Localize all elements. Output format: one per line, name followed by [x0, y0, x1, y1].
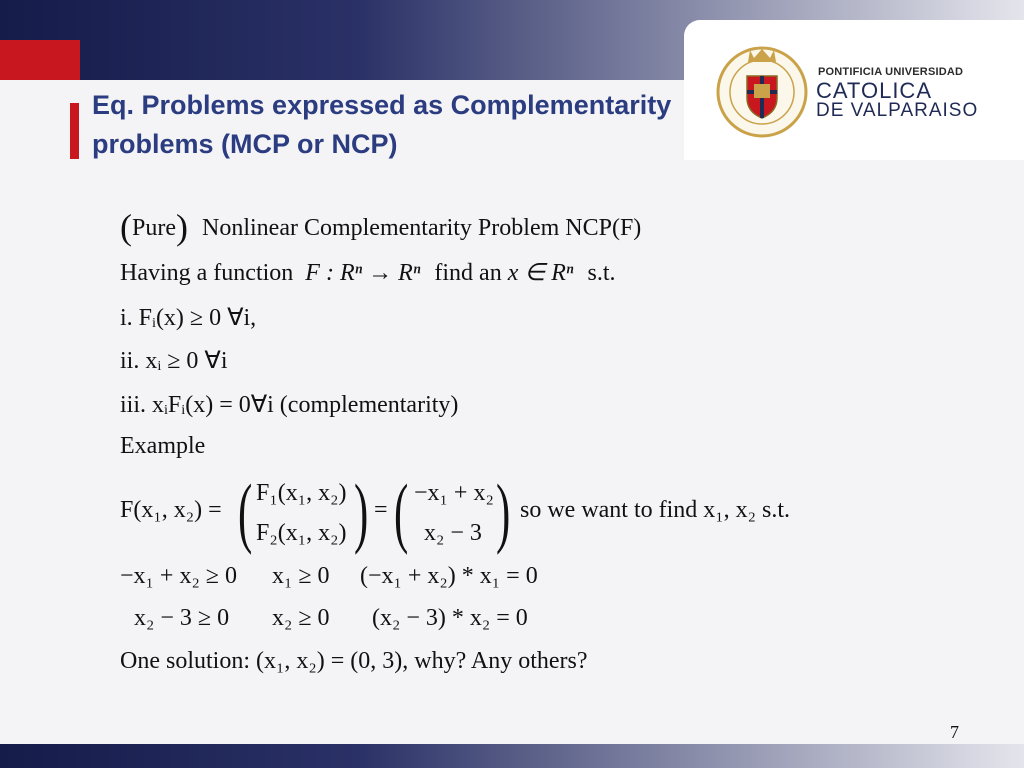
page-number: 7	[950, 722, 959, 742]
matrix-equals: =	[374, 497, 388, 523]
system1-nonneg: x₁ ≥ 0	[272, 563, 330, 589]
having-find: find an	[434, 260, 502, 286]
footer-band	[0, 744, 1024, 768]
heading-line	[120, 206, 641, 248]
example-label: Example	[120, 433, 206, 459]
heading-text: Nonlinear Complementarity Problem NCP(F)	[202, 215, 642, 241]
f-row1: F₁(x₁, x₂)	[256, 480, 347, 506]
university-name-line1: PONTIFICIA UNIVERSIDAD	[818, 66, 964, 78]
f-components-matrix	[238, 468, 369, 555]
heading-open-paren: (	[120, 207, 132, 247]
header-red-accent	[0, 40, 80, 80]
university-name-line2: CATOLICA	[816, 78, 932, 103]
function-definition-line	[120, 258, 616, 287]
having-x: x ∈ Rⁿ	[507, 260, 574, 286]
f-lhs: F(x₁, x₂) =	[120, 497, 222, 523]
slide-title: Eq. Problems expressed as Complementarity problems (MCP or NCP)	[92, 90, 672, 159]
system2-complementarity: (x₂ − 3) * x₂ = 0	[372, 605, 528, 631]
university-seal-logo	[714, 40, 810, 140]
f-row2: F₂(x₁, x₂)	[256, 520, 347, 546]
matrix1-left-paren: (	[238, 468, 253, 555]
having-text: Having a function	[120, 260, 294, 286]
university-name-line3: DE VALPARAISO	[816, 100, 979, 121]
want-text: so we want to find x₁, x₂ s.t.	[520, 497, 791, 523]
matrix2-left-paren: (	[394, 468, 409, 555]
f-values-matrix	[394, 468, 512, 555]
v-row1: −x₁ + x₂	[414, 480, 494, 506]
matrix1-right-paren: )	[354, 468, 369, 555]
system2-inequality: x₂ − 3 ≥ 0	[134, 605, 230, 631]
system1-inequality: −x₁ + x₂ ≥ 0	[120, 563, 237, 589]
condition-i: i. Fᵢ(x) ≥ 0 ∀i,	[120, 305, 257, 331]
matrix2-right-paren: )	[496, 468, 511, 555]
system2-nonneg: x₂ ≥ 0	[272, 605, 330, 631]
v-row2: x₂ − 3	[424, 520, 482, 546]
heading-close-paren: )	[176, 207, 188, 247]
having-st: s.t.	[587, 260, 616, 286]
title-accent-bar	[70, 103, 79, 159]
condition-iii: iii. xᵢFᵢ(x) = 0∀i (complementarity)	[120, 392, 459, 418]
having-map: F : Rⁿ → Rⁿ	[305, 260, 421, 286]
heading-pure: Pure	[132, 215, 176, 241]
condition-ii: ii. xᵢ ≥ 0 ∀i	[120, 348, 228, 374]
system1-complementarity: (−x₁ + x₂) * x₁ = 0	[360, 563, 538, 589]
solution-line: One solution: (x₁, x₂) = (0, 3), why? Any others?	[120, 648, 588, 674]
